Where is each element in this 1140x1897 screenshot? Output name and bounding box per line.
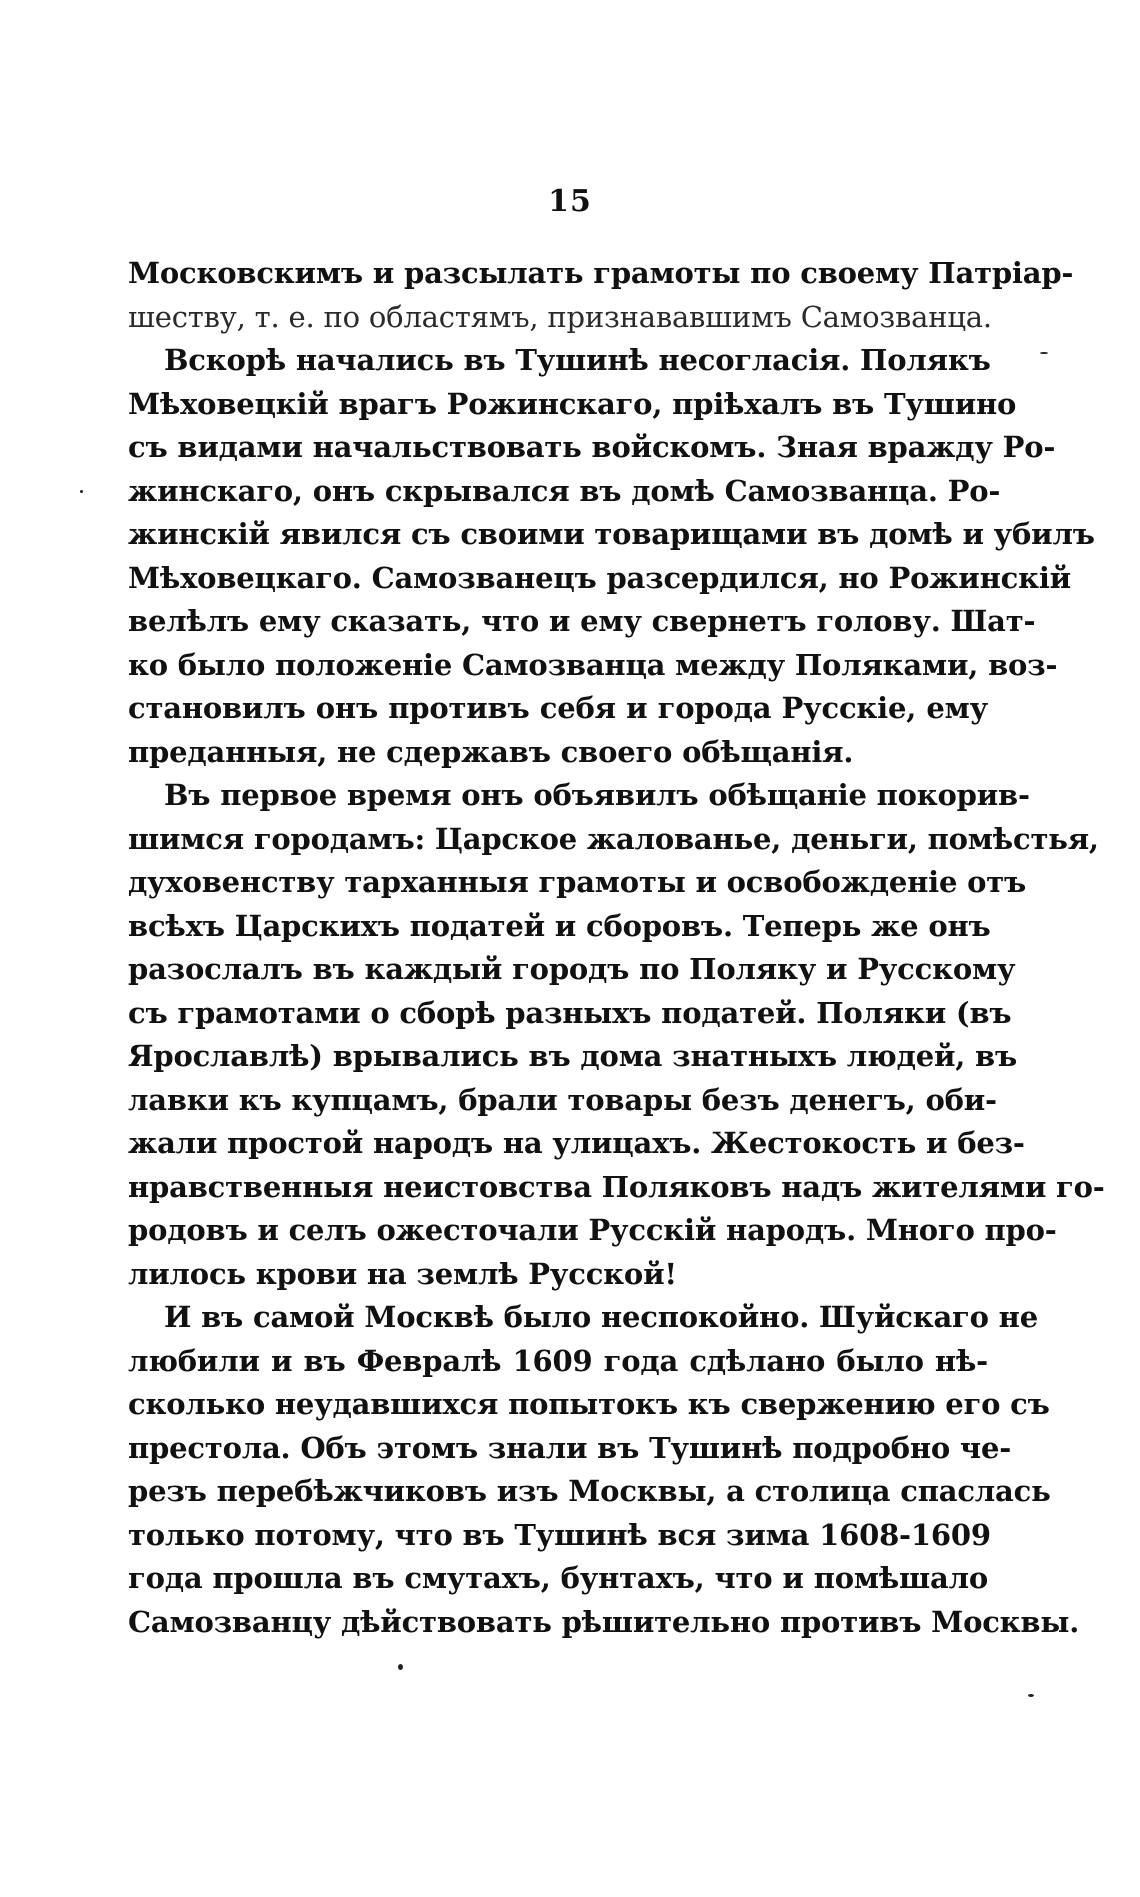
ink-speck	[398, 1664, 403, 1670]
text-line: Самозванцу дѣйствовать рѣшительно противъ Москвы.	[128, 1604, 1080, 1639]
ink-speck	[80, 490, 83, 493]
text-line: Ярославлѣ) врывались въ дома знатныхъ людей, въ	[128, 1039, 1018, 1073]
text-line: становилъ онъ противъ себя и города Русскіе, ему	[128, 691, 988, 725]
text-line: сколько неудавшихся попытокъ къ свержению его съ	[128, 1387, 1050, 1421]
text-line: лавки къ купцамъ, брали товары безъ денегъ, оби-	[128, 1082, 997, 1117]
text-line: любили и въ Февралѣ 1609 года сдѣлано было нѣ-	[128, 1343, 988, 1378]
ink-speck	[1028, 1694, 1034, 1697]
text-line: Мѣховецкій врагъ Рожинскаго, пріѣхалъ въ Тушино	[128, 386, 1017, 421]
text-line: года прошла въ смутахъ, бунтахъ, что и помѣшало	[128, 1561, 988, 1595]
text-line: шеству, т. е. по областямъ, признававшимъ Самозванца.	[128, 299, 992, 334]
text-line: лилось крови на землѣ Русской!	[128, 1256, 677, 1291]
text-line: престола. Объ этомъ знали въ Тушинѣ подробно че-	[128, 1430, 1012, 1465]
text-line: родовъ и селъ ожесточали Русскій народъ. Много про-	[128, 1213, 1057, 1247]
ink-speck	[1040, 352, 1048, 354]
text-line: шимся городамъ: Царское жалованье, деньги, помѣстья,	[128, 821, 1099, 856]
text-line: И въ самой Москвѣ было неспокойно. Шуйскаго не	[164, 1300, 1038, 1334]
text-line: съ грамотами о сборѣ разныхъ податей. Поляки (въ	[128, 995, 1012, 1030]
text-line: жали простой народъ на улицахъ. Жестокость и без-	[128, 1126, 1025, 1160]
body-text	[128, 252, 1105, 1644]
text-line: ко было положеніе Самозванца между Поляками, воз-	[128, 647, 1058, 682]
text-line: Въ первое время онъ объявилъ обѣщаніе покорив-	[164, 778, 1030, 812]
text-line: нравственныя неистовства Поляковъ надъ жителями го-	[128, 1169, 1105, 1204]
text-line: только потому, что въ Тушинѣ вся зима 1608-1609	[128, 1517, 991, 1552]
text-line: Вскорѣ начались въ Тушинѣ несогласія. Полякъ	[164, 343, 991, 377]
text-line: Московскимъ и разсылать грамоты по своему Патріар-	[128, 256, 1074, 290]
text-line: разослалъ въ каждый городъ по Поляку и Русскому	[128, 952, 1016, 986]
page-number: 15	[548, 184, 592, 219]
text-line: жинскаго, онъ скрывался въ домѣ Самозванца. Ро-	[128, 473, 1001, 508]
text-line: Мѣховецкаго. Самозванецъ разсердился, но Рожинскій	[128, 560, 1071, 595]
text-line: жинскій явился съ своими товарищами въ домѣ и убилъ	[128, 517, 1095, 551]
text-line: резъ перебѣжчиковъ изъ Москвы, а столица спаслась	[128, 1474, 1051, 1508]
text-line: всѣхъ Царскихъ податей и сборовъ. Теперь же онъ	[128, 908, 991, 943]
text-line: съ видами начальствовать войскомъ. Зная вражду Ро-	[128, 430, 1056, 464]
text-line: преданныя, не сдержавъ своего обѣщанія.	[128, 734, 854, 769]
text-line: велѣлъ ему сказать, что и ему свернетъ голову. Шат-	[128, 604, 1036, 638]
text-line: духовенству тарханныя грамоты и освобожденіе отъ	[128, 865, 1027, 899]
